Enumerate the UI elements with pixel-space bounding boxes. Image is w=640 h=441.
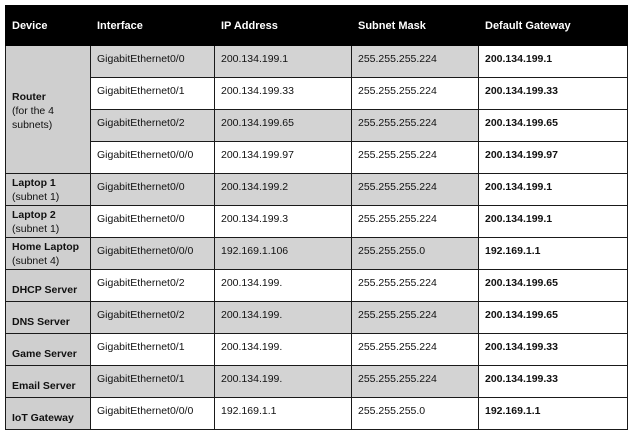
interface-cell: GigabitEthernet0/2 <box>91 270 215 302</box>
subnet-mask-cell: 255.255.255.0 <box>352 398 479 430</box>
device-cell <box>6 174 91 206</box>
ip-address-cell: 200.134.199. <box>215 302 352 334</box>
header-subnet-mask: Subnet Mask <box>352 6 479 46</box>
subnet-mask-cell: 255.255.255.224 <box>352 270 479 302</box>
device-cell-router <box>6 46 91 174</box>
ip-address-cell: 200.134.199.2 <box>215 174 352 206</box>
gateway-cell: 200.134.199.33 <box>479 334 628 366</box>
table-row <box>6 78 628 110</box>
subnet-mask-cell: 255.255.255.224 <box>352 78 479 110</box>
interface-cell: GigabitEthernet0/2 <box>91 302 215 334</box>
ip-address-cell: 200.134.199. <box>215 334 352 366</box>
device-note: (subnet 1) <box>12 222 60 235</box>
table-row <box>6 174 628 206</box>
subnet-mask-cell: 255.255.255.224 <box>352 110 479 142</box>
gateway-cell: 192.169.1.1 <box>479 398 628 430</box>
table-row <box>6 110 628 142</box>
ip-address-cell: 192.169.1.106 <box>215 238 352 270</box>
table-header <box>6 6 628 46</box>
interface-cell: GigabitEthernet0/0/0 <box>91 238 215 270</box>
gateway-cell: 200.134.199.65 <box>479 110 628 142</box>
device-name: DHCP Server <box>12 284 78 296</box>
device-cell <box>6 270 91 302</box>
table-row <box>6 142 628 174</box>
device-name: Laptop 1 <box>12 176 56 189</box>
interface-cell: GigabitEthernet0/2 <box>91 110 215 142</box>
device-cell <box>6 366 91 398</box>
interface-cell: GigabitEthernet0/0/0 <box>91 398 215 430</box>
gateway-cell: 200.134.199.1 <box>479 206 628 238</box>
ip-address-table <box>5 5 628 430</box>
ip-address-cell: 200.134.199.33 <box>215 78 352 110</box>
gateway-cell: 200.134.199.65 <box>479 270 628 302</box>
subnet-mask-cell: 255.255.255.224 <box>352 174 479 206</box>
ip-address-cell: 200.134.199.3 <box>215 206 352 238</box>
table-row <box>6 334 628 366</box>
device-cell <box>6 302 91 334</box>
table-row <box>6 302 628 334</box>
table-body <box>6 46 628 430</box>
device-cell <box>6 398 91 430</box>
gateway-cell: 200.134.199.33 <box>479 78 628 110</box>
subnet-mask-cell: 255.255.255.224 <box>352 206 479 238</box>
table-row <box>6 206 628 238</box>
gateway-cell: 192.169.1.1 <box>479 238 628 270</box>
interface-cell: GigabitEthernet0/1 <box>91 366 215 398</box>
header-interface: Interface <box>91 6 215 46</box>
interface-cell: GigabitEthernet0/1 <box>91 78 215 110</box>
gateway-cell: 200.134.199.97 <box>479 142 628 174</box>
device-name: Router <box>12 91 46 103</box>
interface-cell: GigabitEthernet0/0 <box>91 174 215 206</box>
subnet-mask-cell: 255.255.255.224 <box>352 46 479 78</box>
interface-cell: GigabitEthernet0/0 <box>91 206 215 238</box>
table-row <box>6 398 628 430</box>
device-name: DNS Server <box>12 316 70 328</box>
table-row <box>6 366 628 398</box>
device-name: IoT Gateway <box>12 412 74 424</box>
interface-cell: GigabitEthernet0/0 <box>91 46 215 78</box>
ip-address-cell: 200.134.199. <box>215 366 352 398</box>
gateway-cell: 200.134.199.33 <box>479 366 628 398</box>
interface-cell: GigabitEthernet0/0/0 <box>91 142 215 174</box>
header-device: Device <box>6 6 91 46</box>
header-default-gateway: Default Gateway <box>479 6 628 46</box>
interface-cell: GigabitEthernet0/1 <box>91 334 215 366</box>
gateway-cell: 200.134.199.65 <box>479 302 628 334</box>
device-cell <box>6 238 91 270</box>
table-row <box>6 238 628 270</box>
ip-address-cell: 200.134.199.65 <box>215 110 352 142</box>
subnet-mask-cell: 255.255.255.224 <box>352 302 479 334</box>
subnet-mask-cell: 255.255.255.224 <box>352 334 479 366</box>
device-note: (subnet 4) <box>12 254 60 267</box>
ip-address-cell: 200.134.199.97 <box>215 142 352 174</box>
device-note: (subnet 1) <box>12 190 60 203</box>
device-name: Email Server <box>12 380 76 392</box>
header-ip-address: IP Address <box>215 6 352 46</box>
device-name: Home Laptop <box>12 240 80 253</box>
subnet-mask-cell: 255.255.255.0 <box>352 238 479 270</box>
device-name: Game Server <box>12 348 77 360</box>
device-cell <box>6 334 91 366</box>
ip-address-cell: 192.169.1.1 <box>215 398 352 430</box>
gateway-cell: 200.134.199.1 <box>479 174 628 206</box>
subnet-mask-cell: 255.255.255.224 <box>352 142 479 174</box>
subnet-mask-cell: 255.255.255.224 <box>352 366 479 398</box>
device-cell <box>6 206 91 238</box>
device-name: Laptop 2 <box>12 208 56 221</box>
ip-address-cell: 200.134.199. <box>215 270 352 302</box>
device-note: (for the 4 subnets) <box>12 105 55 131</box>
gateway-cell: 200.134.199.1 <box>479 46 628 78</box>
table-row <box>6 46 628 78</box>
table-row <box>6 270 628 302</box>
header-row <box>6 6 628 46</box>
ip-address-cell: 200.134.199.1 <box>215 46 352 78</box>
